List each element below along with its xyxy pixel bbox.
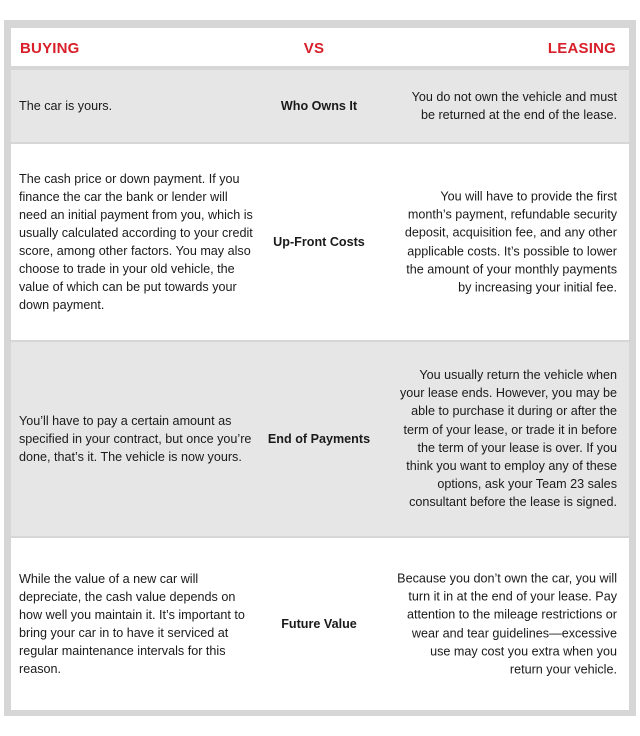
table-row-up-front-costs — [11, 144, 629, 340]
table-row-end-of-payments — [11, 342, 629, 536]
buying-heading: BUYING — [20, 40, 80, 57]
vs-heading: VS — [303, 40, 325, 57]
table-header — [11, 28, 629, 66]
buying-cell: The car is yours. — [19, 99, 113, 113]
table-row-future-value — [11, 538, 629, 710]
topic-cell: Who Owns It — [280, 99, 358, 113]
buying-cell: The cash price or down payment. If you finance the car the bank or lender will need an initial payment from you, which is usually calculated according to your credit score, among other factors. You may also choose to trade in your old vehicle, the value of which can be put towards your down payment. — [19, 172, 253, 312]
buying-cell: You’ll have to pay a certain amount as specified in your contract, but once you’re done, that’s it. The vehicle is now yours. — [19, 414, 252, 464]
topic-cell: Up-Front Costs — [273, 235, 365, 249]
leasing-cell: Because you don’t own the car, you will turn it in at the end of your lease. Pay attention to the mileage restrictions or wear and tear guidelines—excessive use may cost you extra when you return your vehicle. — [397, 571, 617, 677]
topic-cell: End of Payments — [267, 432, 371, 446]
table-row-who-owns-it — [11, 70, 629, 142]
leasing-cell: You usually return the vehicle when your lease ends. However, you may be able to purchase it during or after the term of your lease, or trade it in before the term of your lease is over. If you think you want to employ any of these options, ask your Team 23 sales consultant before the lease is signed. — [399, 368, 617, 510]
topic-cell: Future Value — [281, 617, 357, 631]
buying-cell: While the value of a new car will depreciate, the cash value depends on how well you maintain it. It’s important to bring your car in to have it serviced at regular maintenance intervals for this reason. — [19, 572, 245, 676]
leasing-heading: LEASING — [547, 40, 616, 57]
leasing-cell: You will have to provide the first month’s payment, refundable security deposit, acquisition fee, and any other applicable costs. It’s possible to lower the amount of your monthly payments by increasing your initial fee. — [404, 189, 617, 295]
leasing-cell: You do not own the vehicle and must be returned at the end of the lease. — [411, 89, 617, 122]
